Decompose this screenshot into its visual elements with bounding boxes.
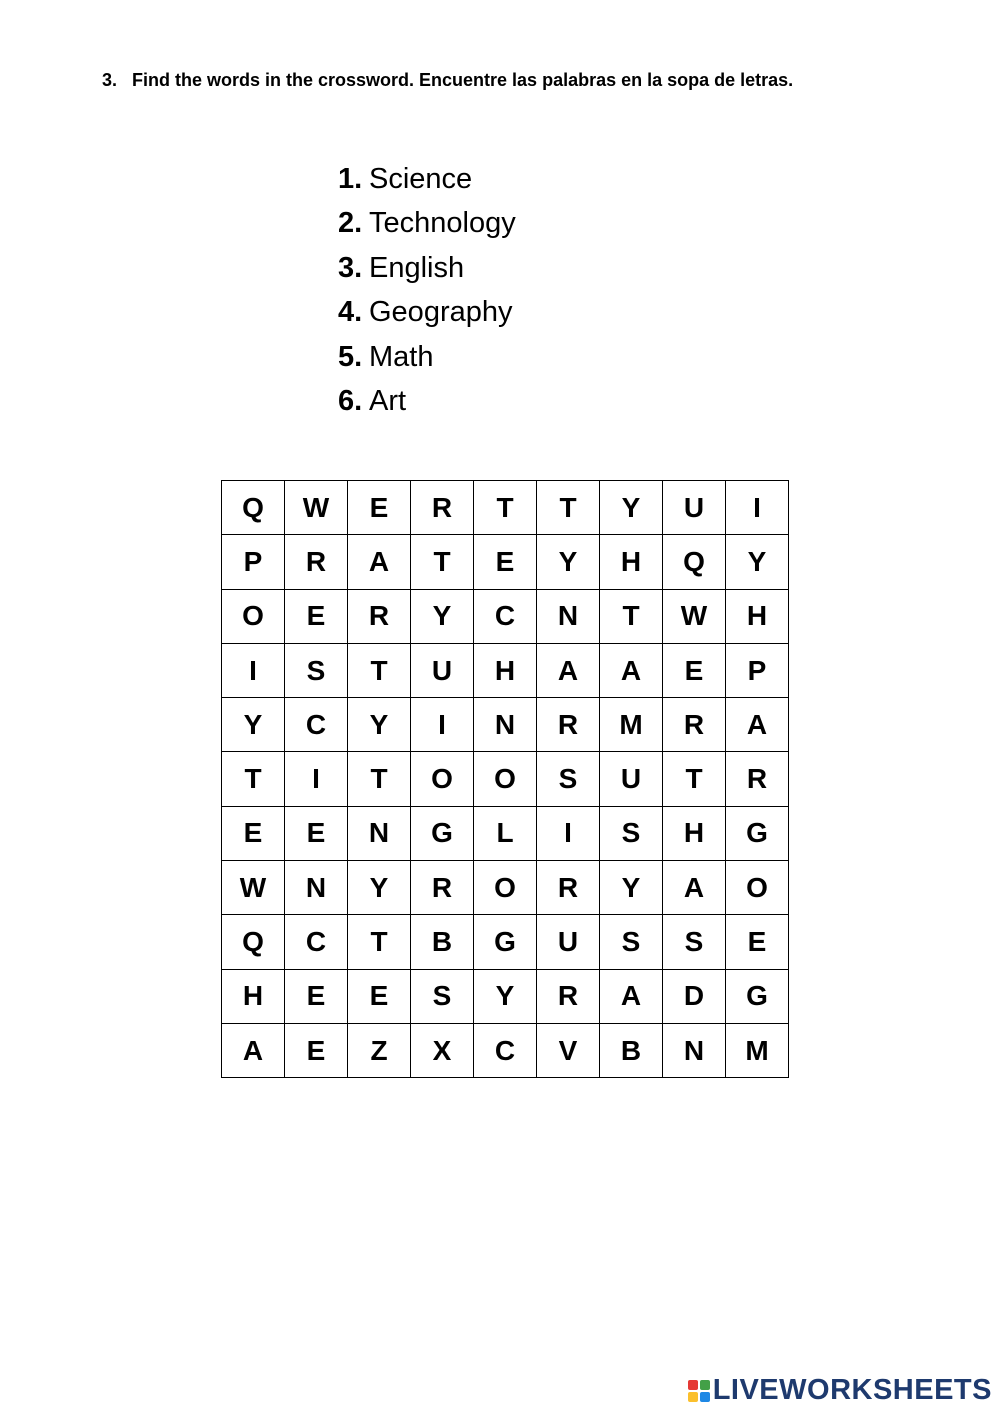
word-text: English bbox=[369, 251, 465, 284]
grid-cell[interactable]: A bbox=[726, 698, 789, 752]
grid-cell[interactable]: X bbox=[411, 1023, 474, 1077]
grid-cell[interactable]: V bbox=[537, 1023, 600, 1077]
grid-cell[interactable]: O bbox=[474, 752, 537, 806]
grid-row bbox=[222, 969, 789, 1023]
word-list-item bbox=[338, 247, 516, 291]
word-list-item bbox=[338, 158, 516, 202]
grid-cell[interactable]: G bbox=[474, 915, 537, 969]
grid-cell[interactable]: E bbox=[726, 915, 789, 969]
grid-cell[interactable]: E bbox=[348, 481, 411, 535]
grid-cell[interactable]: H bbox=[600, 535, 663, 589]
word-index: 1. bbox=[338, 163, 363, 195]
grid-cell[interactable]: A bbox=[600, 969, 663, 1023]
grid-cell[interactable]: G bbox=[726, 806, 789, 860]
grid-cell[interactable]: E bbox=[222, 806, 285, 860]
grid-cell[interactable]: U bbox=[600, 752, 663, 806]
grid-cell[interactable]: G bbox=[726, 969, 789, 1023]
grid-row bbox=[222, 643, 789, 697]
liveworksheets-logo bbox=[688, 1374, 992, 1407]
grid-cell[interactable]: Q bbox=[222, 481, 285, 535]
grid-cell[interactable]: U bbox=[663, 481, 726, 535]
logo-mark-square bbox=[688, 1380, 698, 1390]
grid-cell[interactable]: O bbox=[726, 861, 789, 915]
grid-cell[interactable]: A bbox=[348, 535, 411, 589]
grid-cell[interactable]: S bbox=[537, 752, 600, 806]
grid-cell[interactable]: Q bbox=[222, 915, 285, 969]
word-list-item bbox=[338, 380, 516, 424]
grid-cell[interactable]: S bbox=[600, 806, 663, 860]
grid-cell[interactable]: L bbox=[474, 806, 537, 860]
grid-cell[interactable]: G bbox=[411, 806, 474, 860]
grid-cell[interactable]: Y bbox=[474, 969, 537, 1023]
grid-cell[interactable]: P bbox=[726, 643, 789, 697]
grid-row bbox=[222, 481, 789, 535]
grid-cell[interactable]: I bbox=[222, 643, 285, 697]
grid-cell[interactable]: I bbox=[726, 481, 789, 535]
grid-cell[interactable]: N bbox=[474, 698, 537, 752]
grid-cell[interactable]: S bbox=[285, 643, 348, 697]
grid-row bbox=[222, 806, 789, 860]
grid-row bbox=[222, 915, 789, 969]
grid-cell[interactable]: N bbox=[537, 589, 600, 643]
grid-cell[interactable]: E bbox=[285, 969, 348, 1023]
grid-cell[interactable]: S bbox=[663, 915, 726, 969]
grid-cell[interactable]: Y bbox=[537, 535, 600, 589]
grid-cell[interactable]: E bbox=[474, 535, 537, 589]
instruction-number: 3. bbox=[102, 70, 118, 90]
word-index: 6. bbox=[338, 384, 363, 417]
grid-cell[interactable]: W bbox=[285, 481, 348, 535]
grid-cell[interactable]: W bbox=[222, 861, 285, 915]
word-list-item bbox=[338, 336, 516, 380]
grid-cell[interactable]: R bbox=[411, 861, 474, 915]
word-index: 4. bbox=[338, 296, 363, 329]
grid-cell[interactable]: T bbox=[222, 752, 285, 806]
grid-cell[interactable]: I bbox=[411, 698, 474, 752]
grid-cell[interactable]: B bbox=[411, 915, 474, 969]
grid-cell[interactable]: Y bbox=[348, 861, 411, 915]
grid-row bbox=[222, 861, 789, 915]
grid-cell[interactable]: A bbox=[600, 643, 663, 697]
grid-cell[interactable]: R bbox=[537, 969, 600, 1023]
grid-cell[interactable]: R bbox=[411, 481, 474, 535]
grid-row bbox=[222, 698, 789, 752]
logo-mark-square bbox=[700, 1392, 710, 1402]
grid-cell[interactable]: Z bbox=[348, 1023, 411, 1077]
grid-cell[interactable]: B bbox=[600, 1023, 663, 1077]
grid-cell[interactable]: D bbox=[663, 969, 726, 1023]
grid-cell[interactable]: T bbox=[348, 915, 411, 969]
word-text: Geography bbox=[369, 296, 513, 329]
grid-cell[interactable]: R bbox=[348, 589, 411, 643]
word-search-grid bbox=[221, 480, 789, 1078]
word-list bbox=[338, 158, 516, 424]
grid-cell[interactable]: I bbox=[285, 752, 348, 806]
grid-cell[interactable]: N bbox=[348, 806, 411, 860]
grid-cell[interactable]: R bbox=[285, 535, 348, 589]
grid-cell[interactable]: Y bbox=[726, 535, 789, 589]
grid-cell[interactable]: U bbox=[411, 643, 474, 697]
grid-cell[interactable]: U bbox=[537, 915, 600, 969]
word-text: Science bbox=[369, 163, 473, 195]
grid-cell[interactable]: T bbox=[348, 643, 411, 697]
grid-cell[interactable]: A bbox=[537, 643, 600, 697]
word-index: 2. bbox=[338, 207, 363, 240]
grid-cell[interactable]: C bbox=[285, 698, 348, 752]
grid-cell[interactable]: A bbox=[222, 1023, 285, 1077]
grid-row bbox=[222, 535, 789, 589]
grid-cell[interactable]: M bbox=[600, 698, 663, 752]
grid-cell[interactable]: Q bbox=[663, 535, 726, 589]
grid-cell[interactable]: H bbox=[726, 589, 789, 643]
word-index: 5. bbox=[338, 340, 363, 373]
grid-cell[interactable]: H bbox=[474, 643, 537, 697]
logo-mark-square bbox=[700, 1380, 710, 1390]
grid-cell[interactable]: A bbox=[663, 861, 726, 915]
grid-row bbox=[222, 752, 789, 806]
grid-cell[interactable]: E bbox=[663, 643, 726, 697]
word-text: Art bbox=[369, 384, 407, 417]
grid-cell[interactable]: C bbox=[474, 589, 537, 643]
grid-cell[interactable]: S bbox=[600, 915, 663, 969]
grid-cell[interactable]: R bbox=[537, 698, 600, 752]
grid-cell[interactable]: O bbox=[411, 752, 474, 806]
grid-cell[interactable]: N bbox=[663, 1023, 726, 1077]
word-list-item bbox=[338, 291, 516, 335]
logo-mark-square bbox=[688, 1392, 698, 1402]
grid-cell[interactable]: Y bbox=[222, 698, 285, 752]
grid-cell[interactable]: R bbox=[537, 861, 600, 915]
grid-cell[interactable]: Y bbox=[600, 481, 663, 535]
logo-text: LIVEWORKSHEETS bbox=[712, 1374, 992, 1406]
grid-cell[interactable]: Y bbox=[600, 861, 663, 915]
grid-cell[interactable]: O bbox=[474, 861, 537, 915]
grid-cell[interactable]: H bbox=[222, 969, 285, 1023]
grid-cell[interactable]: T bbox=[411, 535, 474, 589]
grid-cell[interactable]: O bbox=[222, 589, 285, 643]
instruction-text: Find the words in the crossword. Encuentre las palabras en la sopa de letras. bbox=[132, 70, 794, 90]
grid-cell[interactable]: I bbox=[537, 806, 600, 860]
grid-cell[interactable]: R bbox=[726, 752, 789, 806]
grid-cell[interactable]: C bbox=[285, 915, 348, 969]
grid-cell[interactable]: C bbox=[474, 1023, 537, 1077]
grid-cell[interactable]: E bbox=[285, 589, 348, 643]
grid-cell[interactable]: T bbox=[348, 752, 411, 806]
logo-mark-icon bbox=[688, 1380, 710, 1402]
grid-cell[interactable]: E bbox=[285, 806, 348, 860]
grid-cell[interactable]: Y bbox=[411, 589, 474, 643]
grid-cell[interactable]: T bbox=[663, 752, 726, 806]
grid-cell[interactable]: M bbox=[726, 1023, 789, 1077]
grid-cell[interactable]: T bbox=[537, 481, 600, 535]
grid-cell[interactable]: P bbox=[222, 535, 285, 589]
grid-row bbox=[222, 1023, 789, 1077]
grid-cell[interactable]: W bbox=[663, 589, 726, 643]
grid-cell[interactable]: Y bbox=[348, 698, 411, 752]
grid-cell[interactable]: T bbox=[474, 481, 537, 535]
instruction bbox=[102, 70, 793, 91]
word-list-item bbox=[338, 202, 516, 246]
grid-cell[interactable]: S bbox=[411, 969, 474, 1023]
grid-cell[interactable]: N bbox=[285, 861, 348, 915]
word-text: Technology bbox=[369, 207, 516, 240]
grid-cell[interactable]: T bbox=[600, 589, 663, 643]
word-index: 3. bbox=[338, 251, 363, 284]
grid-row bbox=[222, 589, 789, 643]
word-text: Math bbox=[369, 340, 434, 373]
grid-cell[interactable]: E bbox=[285, 1023, 348, 1077]
grid-cell[interactable]: E bbox=[348, 969, 411, 1023]
grid-cell[interactable]: H bbox=[663, 806, 726, 860]
grid-cell[interactable]: R bbox=[663, 698, 726, 752]
